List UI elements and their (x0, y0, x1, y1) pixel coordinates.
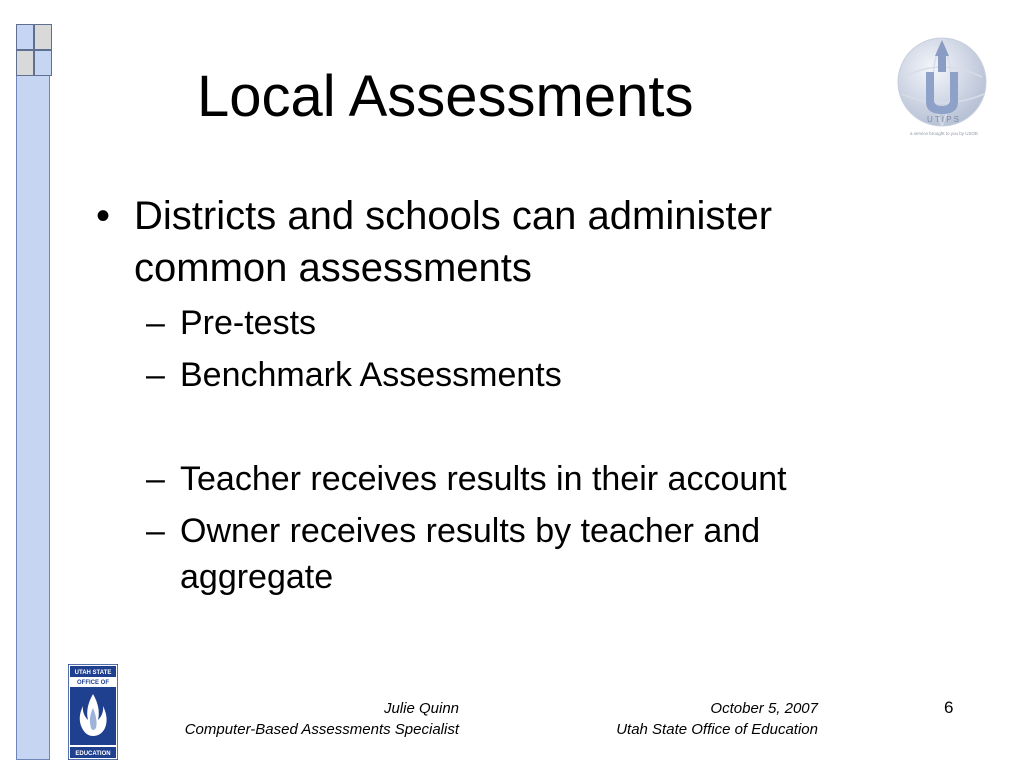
utips-globe-logo (894, 32, 994, 142)
sub-bullet-text: Pre-tests (180, 304, 317, 342)
grid-cell (16, 24, 34, 50)
logo-text-mid: OFFICE OF (77, 680, 109, 686)
sub-bullet-item (96, 508, 916, 600)
sub-bullet-text: Owner receives results by teacher and aggregate (180, 512, 761, 596)
utah-state-office-of-education-logo (68, 664, 118, 760)
sub-bullet-item (96, 456, 916, 502)
sub-bullet-text: Teacher receives results in their account (180, 460, 787, 498)
slide-title: Local Assessments (197, 64, 694, 129)
bullet-text: Districts and schools can administer common assessments (134, 194, 773, 290)
footer-presenter-block (185, 698, 459, 740)
bullet-marker: • (96, 194, 111, 238)
sub-bullet-item (96, 300, 916, 346)
logo-text-bottom: EDUCATION (75, 751, 111, 757)
logo-text-top: UTAH STATE (74, 670, 112, 676)
sub-bullet-marker: – (146, 460, 165, 498)
sub-bullet-marker: – (146, 512, 165, 550)
grid-cell (34, 24, 52, 50)
sub-bullet-marker: – (146, 304, 165, 342)
sub-bullet-marker: – (146, 356, 165, 394)
sub-bullet-item (96, 352, 916, 398)
footer-date: October 5, 2007 (710, 700, 818, 717)
grid-cell (34, 50, 52, 76)
footer-presenter-role: Computer-Based Assessments Specialist (184, 721, 459, 738)
bullet-item (96, 190, 916, 294)
utips-logo-text: U T I P S (926, 115, 960, 124)
decorative-corner-grid (16, 24, 52, 76)
sub-bullet-text: Benchmark Assessments (180, 356, 562, 394)
decorative-side-bar (16, 24, 50, 760)
utips-tagline: a service brought to you by USOE (909, 131, 979, 136)
slide-body (96, 190, 916, 600)
footer-date-block (616, 698, 818, 740)
slide-number: 6 (944, 698, 954, 717)
grid-cell (16, 50, 34, 76)
footer-presenter-name: Julie Quinn (383, 700, 459, 717)
footer-organization: Utah State Office of Education (616, 721, 818, 738)
